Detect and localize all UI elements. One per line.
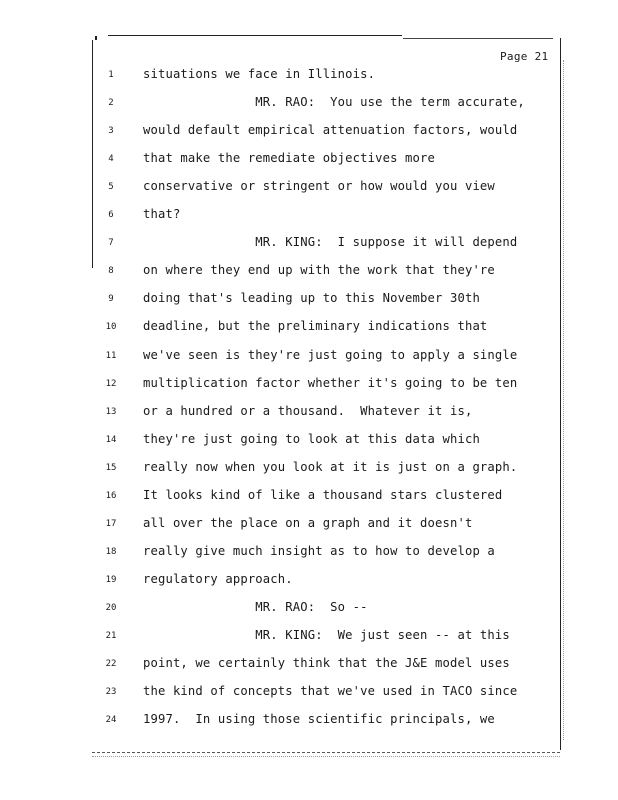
- line-text: deadline, but the preliminary indications that: [143, 319, 488, 334]
- transcript-line: [0, 544, 618, 564]
- line-number: 7: [108, 238, 114, 249]
- transcript-line: [0, 67, 618, 87]
- line-number: 4: [108, 154, 114, 165]
- line-number: 14: [105, 434, 117, 445]
- transcript-line: [0, 712, 618, 732]
- line-text: 1997. In using those scientific principals, we: [143, 712, 495, 727]
- line-number: 13: [105, 406, 117, 417]
- line-text: that make the remediate objectives more: [143, 151, 436, 166]
- line-number: 15: [105, 462, 117, 473]
- transcript-line: [0, 656, 618, 676]
- line-text: we've seen is they're just going to apply a single: [143, 347, 518, 362]
- line-number: 23: [105, 687, 117, 698]
- corner-mark: [95, 36, 97, 40]
- transcript-line: [0, 179, 618, 199]
- line-text: doing that's leading up to this November 30th: [143, 291, 480, 306]
- transcript-line: [0, 123, 618, 143]
- bottom-dotted-border: [92, 756, 560, 758]
- line-number: 8: [108, 266, 114, 277]
- line-number: 17: [105, 518, 117, 529]
- line-text: they're just going to look at this data which: [143, 431, 480, 446]
- page-number: Page 21: [500, 50, 549, 63]
- line-text: multiplication factor whether it's going to be ten: [143, 375, 518, 390]
- line-text: MR. RAO: You use the term accurate,: [143, 95, 525, 110]
- transcript-line: [0, 207, 618, 227]
- line-number: 24: [105, 715, 117, 726]
- transcript-line: [0, 263, 618, 283]
- transcript-line: [0, 348, 618, 368]
- line-text: would default empirical attenuation factors, would: [143, 123, 518, 138]
- line-text: all over the place on a graph and it doesn't: [143, 515, 473, 530]
- line-number: 11: [105, 350, 117, 361]
- transcript-line: [0, 488, 618, 508]
- line-text: really now when you look at it is just on a graph.: [143, 459, 518, 474]
- transcript-line: [0, 319, 618, 339]
- top-border-right: [403, 38, 553, 39]
- top-border: [108, 35, 402, 36]
- line-number: 12: [105, 378, 117, 389]
- line-text: regulatory approach.: [143, 571, 293, 586]
- transcript-line: [0, 291, 618, 311]
- transcript-line: [0, 404, 618, 424]
- line-text: or a hundred or a thousand. Whatever it is,: [143, 403, 473, 418]
- line-text: conservative or stringent or how would you view: [143, 179, 495, 194]
- line-number: 21: [105, 631, 117, 641]
- transcript-line: [0, 95, 618, 115]
- line-number: 22: [105, 659, 117, 670]
- line-number: 18: [105, 546, 117, 557]
- transcript-line: [0, 572, 618, 592]
- line-number: 5: [108, 182, 114, 193]
- line-text: the kind of concepts that we've used in TACO since: [143, 684, 518, 699]
- line-number: 9: [108, 294, 114, 305]
- transcript-line: [0, 432, 618, 452]
- transcript-line: [0, 516, 618, 536]
- line-text: MR. KING: We just seen -- at this: [143, 628, 510, 642]
- line-number: 1: [108, 70, 114, 80]
- line-number: 19: [105, 574, 117, 585]
- line-text: on where they end up with the work that they're: [143, 263, 495, 278]
- line-text: that?: [143, 207, 181, 222]
- line-number: 20: [105, 602, 117, 613]
- transcript-line: [0, 151, 618, 171]
- transcript-line: [0, 628, 618, 648]
- line-text: point, we certainly think that the J&E model uses: [143, 656, 510, 671]
- line-text: situations we face in Illinois.: [143, 67, 376, 81]
- transcript-line: [0, 600, 618, 620]
- transcript-line: [0, 460, 618, 480]
- transcript-line: [0, 376, 618, 396]
- transcript-line: [0, 235, 618, 255]
- line-text: MR. RAO: So --: [143, 599, 368, 614]
- line-number: 2: [108, 98, 114, 109]
- line-number: 10: [105, 322, 117, 333]
- transcript-line: [0, 684, 618, 704]
- bottom-border: [92, 752, 560, 754]
- line-number: 16: [105, 490, 117, 501]
- line-text: MR. KING: I suppose it will depend: [143, 235, 518, 250]
- line-text: It looks kind of like a thousand stars clustered: [143, 487, 503, 502]
- line-text: really give much insight as to how to develop a: [143, 543, 495, 558]
- line-number: 3: [108, 126, 114, 137]
- line-number: 6: [108, 210, 114, 221]
